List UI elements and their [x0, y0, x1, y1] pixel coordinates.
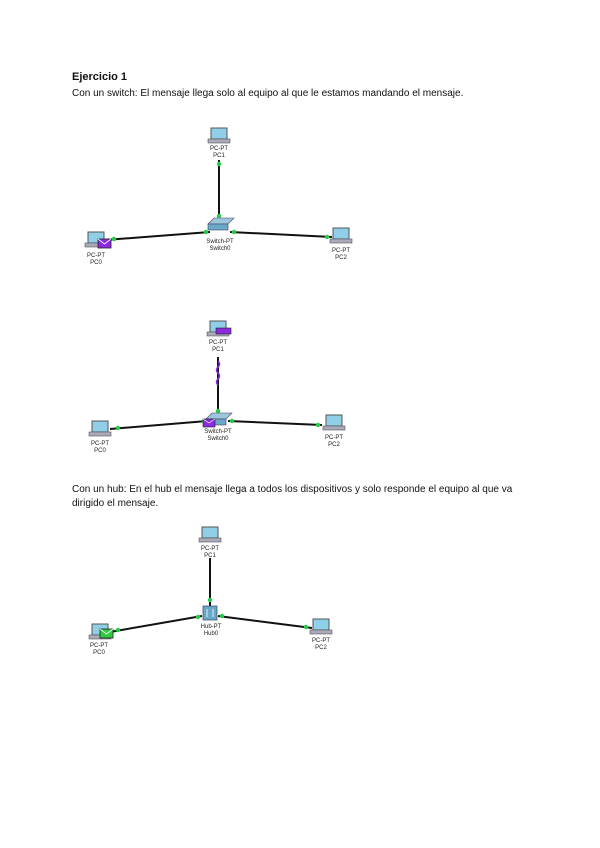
hub-diagram: [0, 520, 600, 665]
exercise-heading: Ejercicio 1: [72, 71, 128, 83]
pc2-name-label: PC2: [328, 442, 340, 448]
pc1-name-label: PC1: [204, 553, 216, 559]
link-pc0-hub: [110, 616, 202, 632]
pc1-name-label: PC1: [213, 153, 225, 159]
link-switch-pc2: [228, 421, 322, 425]
pc2-name-label: PC2: [315, 645, 327, 651]
port-light: [116, 426, 120, 430]
switch-name-label: Switch0: [207, 436, 229, 442]
pc2-type-label: PC-PT: [312, 638, 330, 644]
switch-description: Con un switch: El mensaje llega solo al equipo al que le estamos mandando el mensaje.: [72, 88, 464, 99]
message-envelope-icon: [100, 629, 113, 638]
pc2-type-label: PC-PT: [325, 435, 343, 441]
switch-name-label: Switch0: [209, 246, 231, 252]
pc1-type-label: PC-PT: [210, 146, 228, 152]
pc2-computer-icon: [330, 228, 352, 243]
pc2-type-label: PC-PT: [332, 248, 350, 254]
pc0-name-label: PC0: [90, 260, 102, 266]
pc2-name-label: PC2: [335, 255, 347, 261]
pc0-type-label: PC-PT: [87, 253, 105, 259]
message-envelope-icon: [203, 419, 215, 427]
pc1-computer-icon: [208, 128, 230, 143]
pc0-name-label: PC0: [94, 448, 106, 454]
message-envelope-icon: [216, 328, 231, 334]
pc2-computer-icon: [310, 619, 332, 634]
link-pc0-switch: [110, 421, 207, 429]
link-switch-pc2: [230, 232, 332, 237]
port-light: [208, 598, 212, 602]
port-light: [116, 628, 120, 632]
pc1-name-label: PC1: [212, 347, 224, 353]
port-light: [220, 614, 224, 618]
port-light: [196, 615, 200, 619]
port-light: [232, 230, 236, 234]
port-light: [216, 409, 220, 413]
link-hub-pc2: [218, 616, 312, 628]
switch-icon: [208, 218, 234, 230]
pc0-computer-icon: [89, 421, 111, 436]
hub-type-label: Hub-PT: [200, 624, 222, 630]
port-light: [112, 237, 116, 241]
switch-type-label: Switch-PT: [206, 239, 234, 245]
hub-name-label: Hub0: [203, 631, 219, 637]
port-light: [230, 419, 234, 423]
switch-diagram-1: [0, 120, 600, 280]
port-light: [217, 162, 221, 166]
port-light: [316, 423, 320, 427]
pc0-type-label: PC-PT: [91, 441, 109, 447]
hub-icon: [203, 606, 217, 620]
port-light: [304, 625, 308, 629]
pc0-name-label: PC0: [93, 650, 105, 656]
message-envelope-icon: [98, 239, 111, 248]
links: [110, 558, 312, 632]
pc1-type-label: PC-PT: [209, 340, 227, 346]
hub-description: Con un hub: En el hub el mensaje llega a todos los dispositivos y solo responde el equipo al que va dirigido el mensaje.: [72, 484, 513, 509]
switch-type-label: Switch-PT: [204, 429, 232, 435]
pc0-type-label: PC-PT: [90, 643, 108, 649]
port-light: [325, 235, 329, 239]
pc1-type-label: PC-PT: [201, 546, 219, 552]
port-light: [204, 230, 208, 234]
link-pc0-switch: [105, 232, 210, 240]
switch-diagram-2: [0, 315, 600, 465]
pc1-computer-icon: [199, 527, 221, 542]
port-light: [217, 214, 221, 218]
pc2-computer-icon: [323, 415, 345, 430]
